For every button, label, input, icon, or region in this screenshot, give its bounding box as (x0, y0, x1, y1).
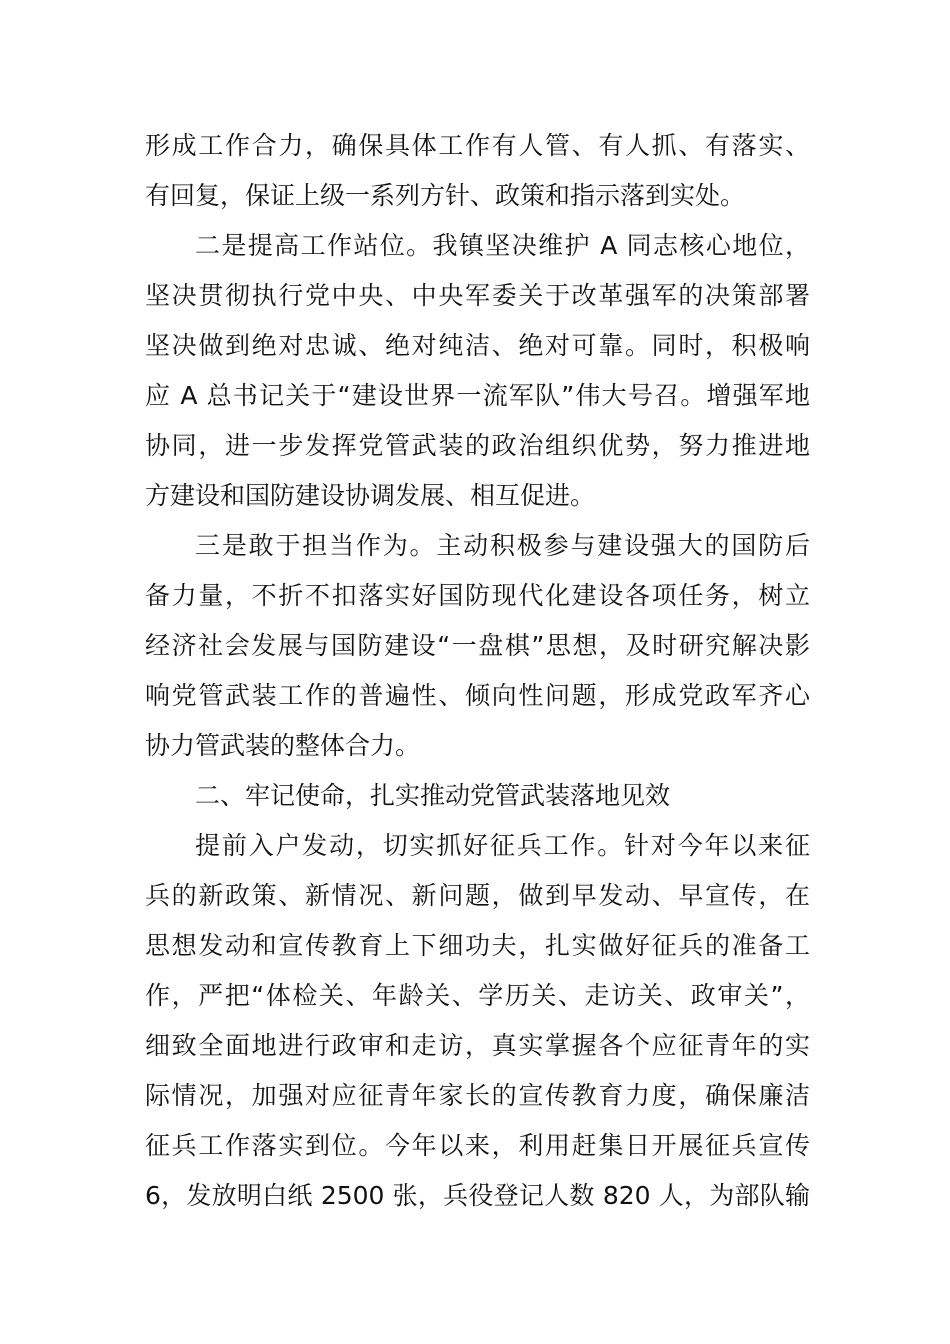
section-heading: 二、牢记使命，扎实推动党管武装落地见效 (195, 781, 671, 810)
text-line: 有回复，保证上级一系列方针、政策和指示落到实处。 (145, 181, 746, 210)
text-line: 作，严把“体检关、年龄关、学历关、走访关、政审关”， (145, 981, 810, 1010)
text-line: 细致全面地进行政审和走访，真实掌握各个应征青年的实 (145, 1031, 810, 1060)
paragraph-start-line: 二是提高工作站位。我镇坚决维护 A 同志核心地位， (195, 231, 810, 260)
text-line: 征兵工作落实到位。今年以来，利用赶集日开展征兵宣传 (145, 1131, 810, 1160)
text-line: 协同，进一步发挥党管武装的政治组织优势，努力推进地 (145, 431, 810, 460)
paragraph-start-line: 提前入户发动，切实抓好征兵工作。针对今年以来征 (195, 831, 810, 860)
text-line: 形成工作合力，确保具体工作有人管、有人抓、有落实、 (145, 131, 810, 160)
text-line: 应 A 总书记关于“建设世界一流军队”伟大号召。增强军地 (145, 381, 810, 410)
text-line: 备力量，不折不扣落实好国防现代化建设各项任务，树立 (145, 581, 810, 610)
text-line: 思想发动和宣传教育上下细功夫，扎实做好征兵的准备工 (145, 931, 810, 960)
text-line: 坚决贯彻执行党中央、中央军委关于改革强军的决策部署 (145, 281, 810, 310)
text-line: 响党管武装工作的普遍性、倾向性问题，形成党政军齐心 (145, 681, 810, 710)
text-line: 坚决做到绝对忠诚、绝对纯洁、绝对可靠。同时，积极响 (145, 331, 810, 360)
document-body (145, 121, 810, 1221)
text-line: 6，发放明白纸 2500 张，兵役登记人数 820 人，为部队输 (145, 1181, 810, 1210)
paragraph-start-line: 三是敢于担当作为。主动积极参与建设强大的国防后 (195, 531, 810, 560)
text-line: 经济社会发展与国防建设“一盘棋”思想，及时研究解决影 (145, 631, 810, 660)
text-line: 际情况，加强对应征青年家长的宣传教育力度，确保廉洁 (145, 1081, 810, 1110)
text-line: 协力管武装的整体合力。 (145, 731, 421, 760)
text-line: 方建设和国防建设协调发展、相互促进。 (145, 481, 596, 510)
text-line: 兵的新政策、新情况、新问题，做到早发动、早宣传，在 (145, 881, 810, 910)
